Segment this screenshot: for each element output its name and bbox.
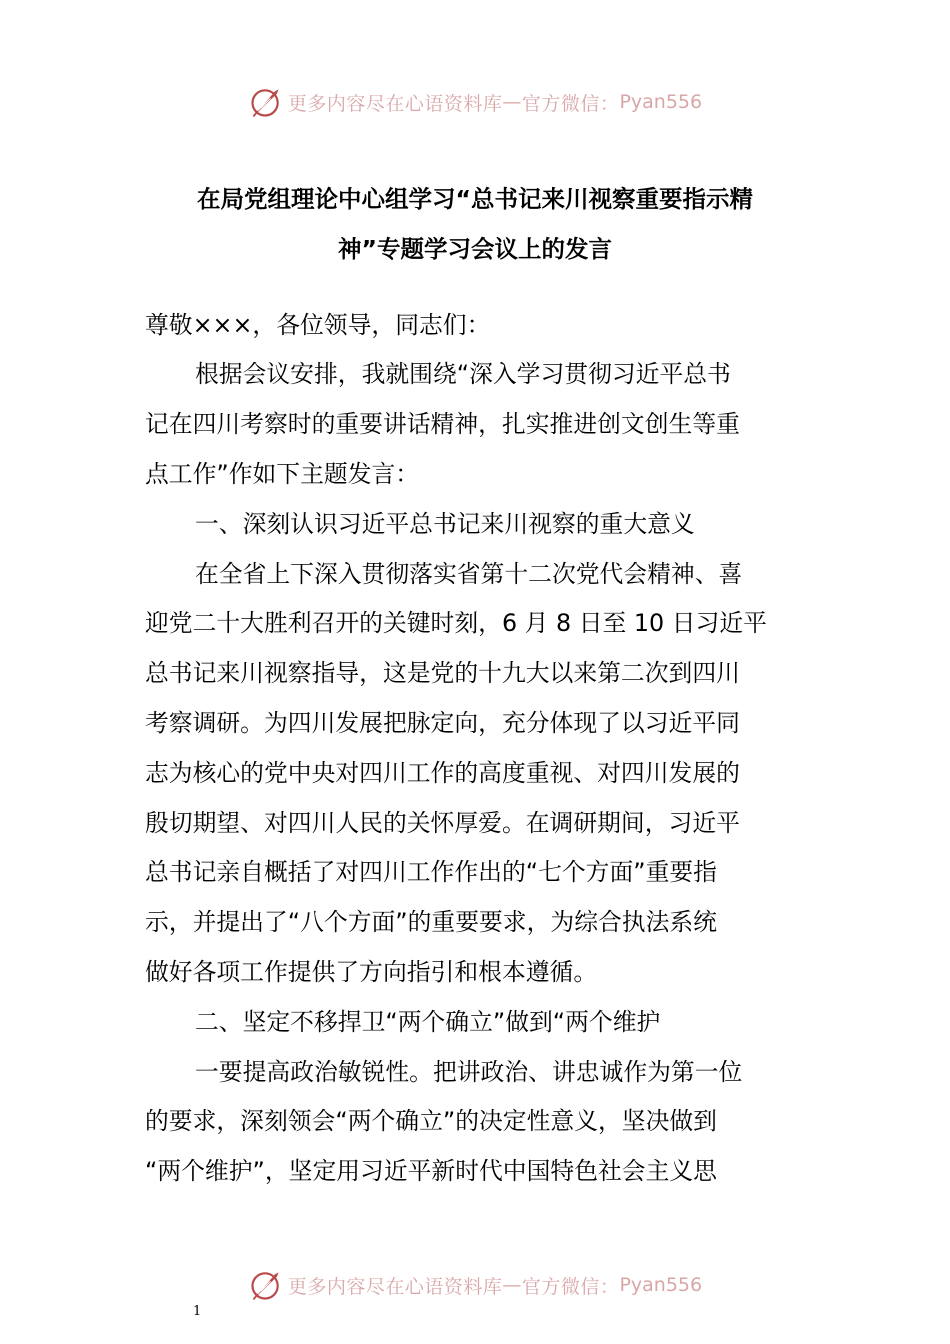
document-title-line-1: 在局党组理论中心组学习“总书记来川视察重要指示精 [197,185,753,213]
paragraph-line: 考察调研。为四川发展把脉定向，充分体现了以习近平同 [145,709,740,737]
document-title-line-2: 神”专题学习会议上的发言 [338,235,612,263]
paragraph-line: 一要提高政治敏锐性。把讲政治、讲忠诚作为第一位 [195,1058,743,1086]
paragraph-line: 根据会议安排，我就围绕“深入学习贯彻习近平总书 [195,360,731,388]
watermark-wechat-id: Pyan556 [619,1274,703,1296]
quill-pen-logo-icon [248,84,284,120]
paragraph-line: 做好各项工作提供了方向指引和根本遵循。 [145,958,598,986]
watermark-dash: — [502,91,522,113]
section-heading-2: 二、坚定不移捍卫“两个确立”做到“两个维护 [195,1008,661,1036]
paragraph-line: 在全省上下深入贯彻落实省第十二次党代会精神、喜 [195,560,743,588]
footer-watermark [0,1265,950,1305]
paragraph-line: 的要求，深刻领会“两个确立”的决定性意义，坚决做到 [145,1107,717,1135]
watermark-wechat-label: 官方微信： [521,92,620,115]
paragraph-line: 记在四川考察时的重要讲话精神，扎实推进创文创生等重 [145,410,740,438]
quill-pen-logo-icon [248,1267,284,1303]
paragraph-line: “两个维护”，坚定用习近平新时代中国特色社会主义思 [145,1157,717,1185]
paragraph-line: 总书记亲自概括了对四川工作作出的“七个方面”重要指 [145,858,717,886]
watermark-wechat-label: 官方微信： [521,1275,620,1298]
watermark-dash: — [502,1274,522,1296]
watermark-site-text: 更多内容尽在心语资料库 [287,92,503,115]
paragraph-line: 殷切期望、对四川人民的关怀厚爱。在调研期间，习近平 [145,809,740,837]
paragraph-line: 志为核心的党中央对四川工作的高度重视、对四川发展的 [145,759,740,787]
salutation: 尊敬×××，各位领导，同志们： [145,311,491,339]
page-number: 1 [193,1304,202,1319]
header-watermark [0,82,950,122]
paragraph-line: 点工作”作如下主题发言： [145,460,420,488]
watermark-wechat-id: Pyan556 [619,91,703,113]
paragraph-line: 迎党二十大胜利召开的关键时刻，6 月 8 日至 10 日习近平 [145,609,767,637]
section-heading-1: 一、深刻认识习近平总书记来川视察的重大意义 [195,510,695,538]
paragraph-line: 总书记来川视察指导，这是党的十九大以来第二次到四川 [145,659,740,687]
watermark-site-text: 更多内容尽在心语资料库 [287,1275,503,1298]
paragraph-line: 示，并提出了“八个方面”的重要要求，为综合执法系统 [145,908,717,936]
